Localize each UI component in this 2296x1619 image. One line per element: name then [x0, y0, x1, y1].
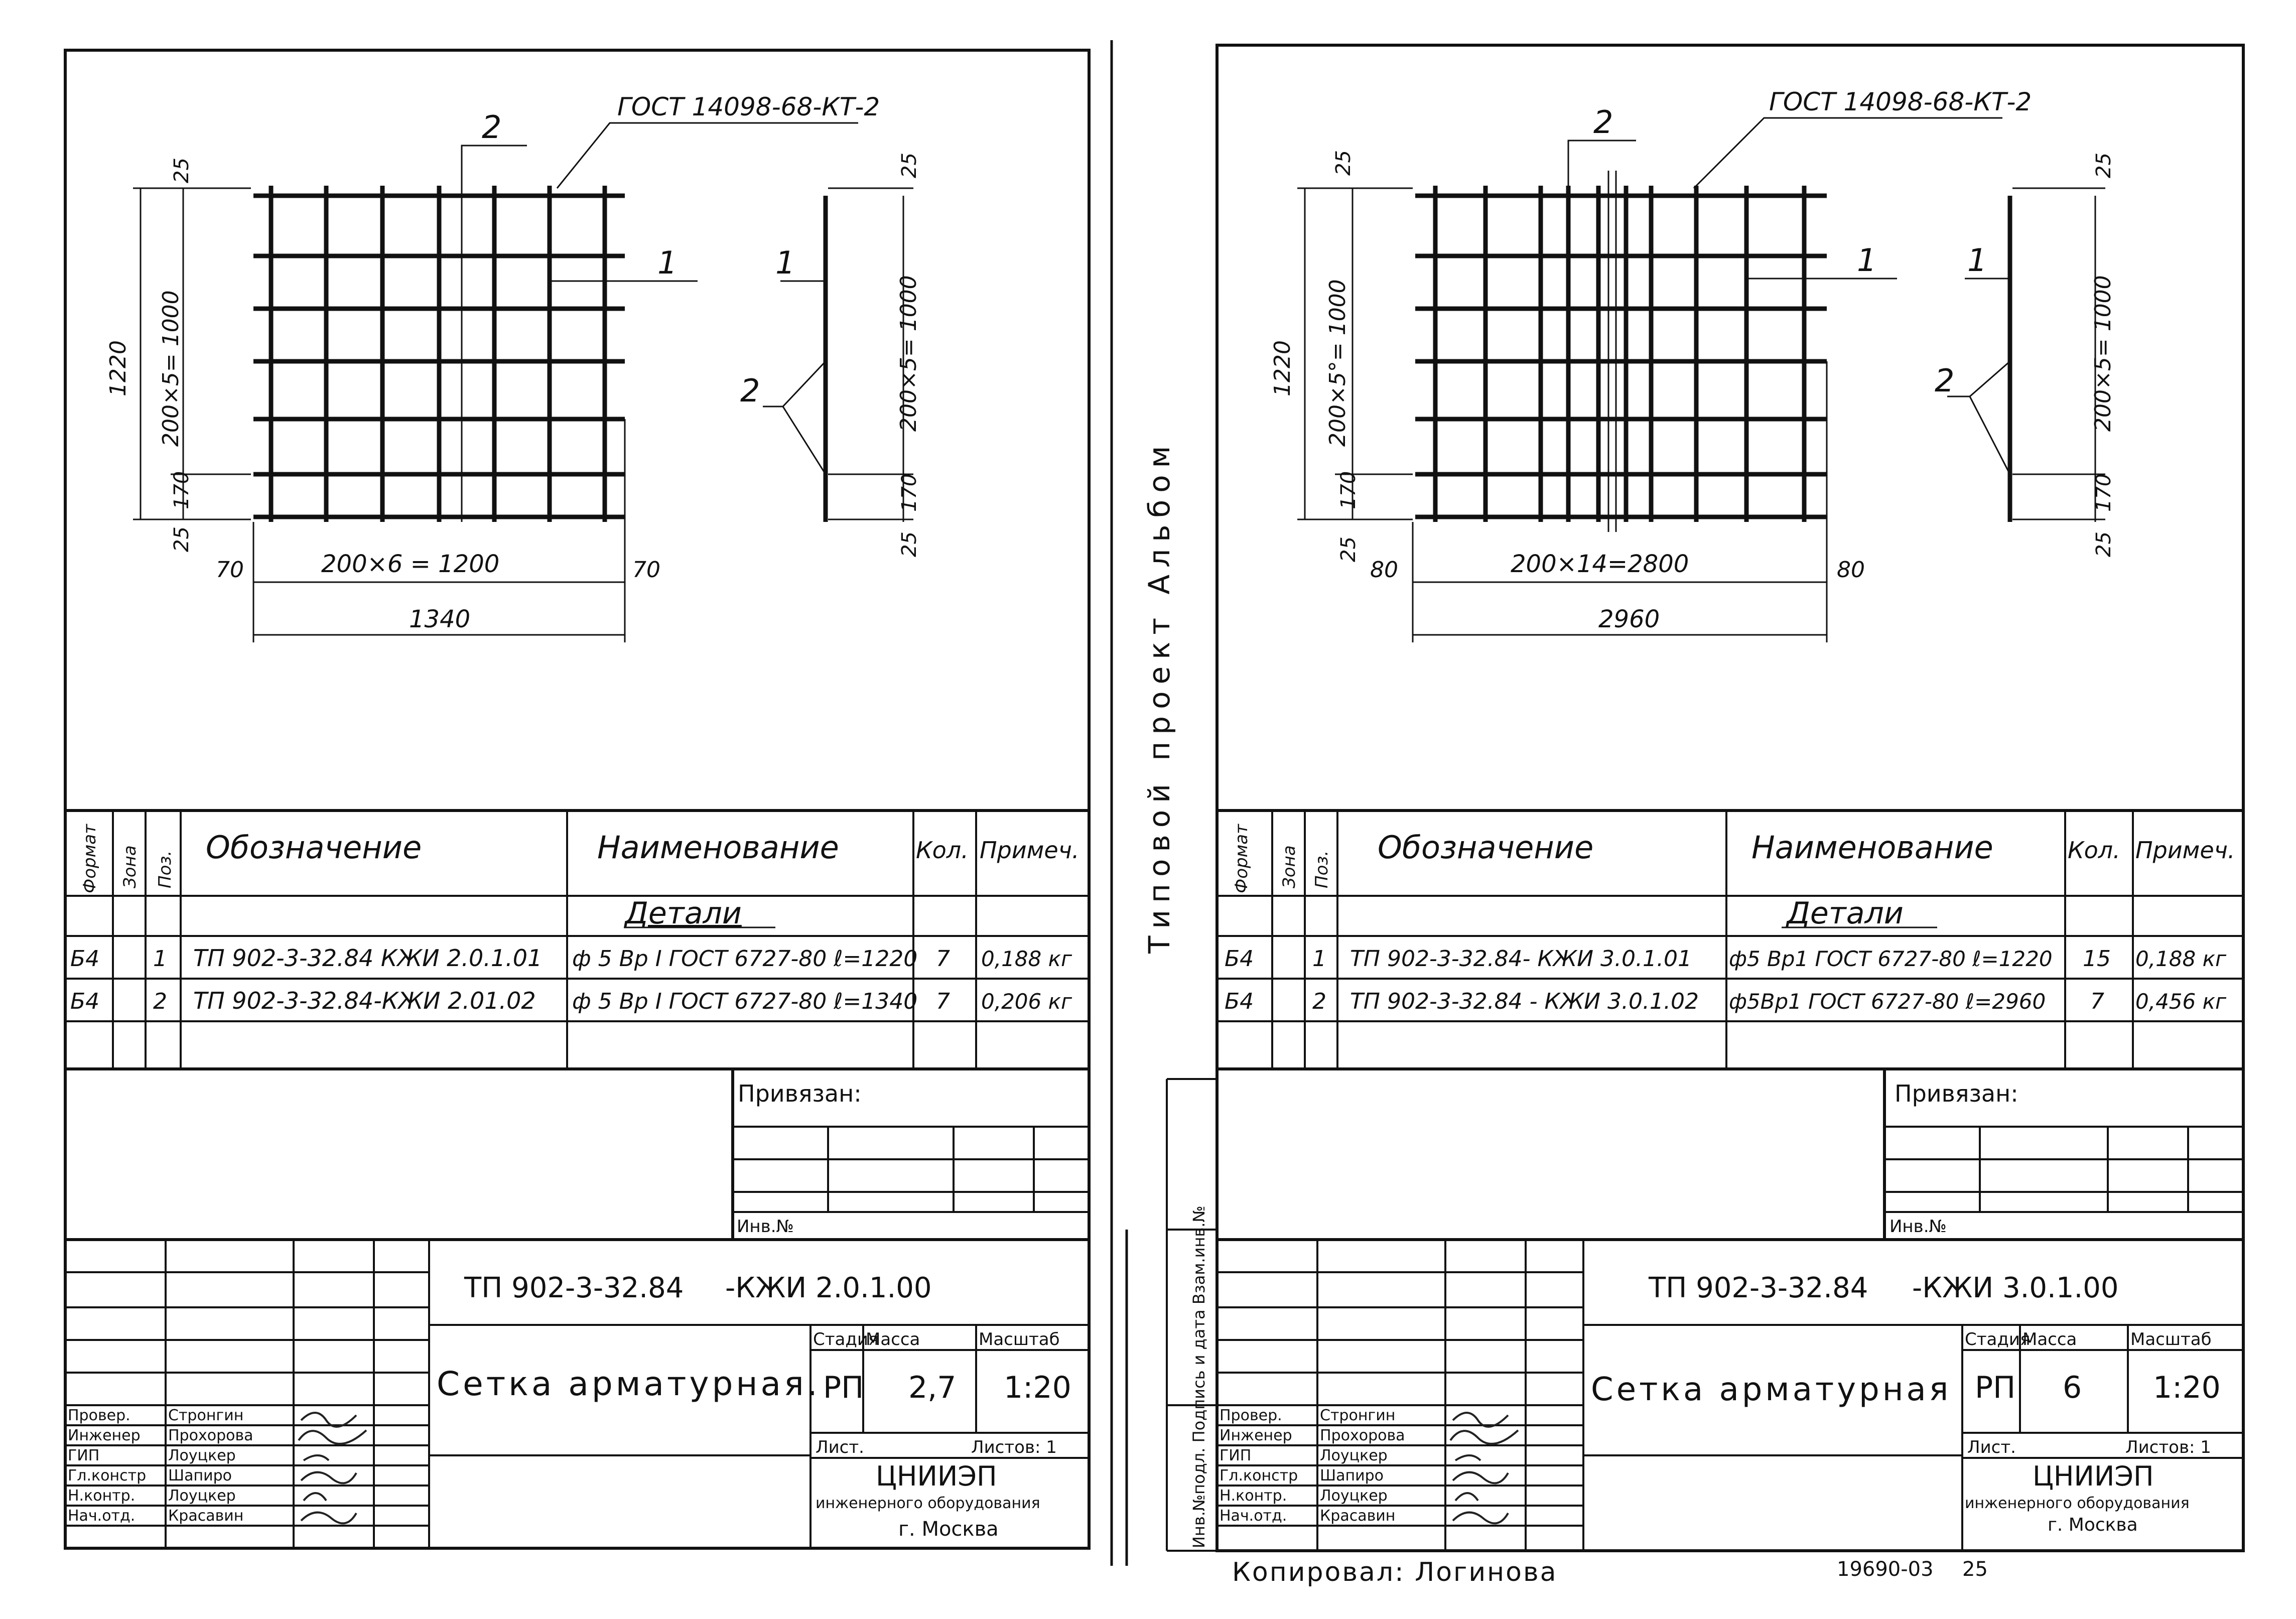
left-head-format: Формат	[80, 824, 100, 893]
right-side-170: 170	[2092, 473, 2115, 512]
left-staff-name-4: Лоуцкер	[168, 1487, 236, 1505]
right-dim-2960: 2960	[1598, 605, 1660, 633]
left-r2-note: 0,206 кг	[981, 989, 1072, 1014]
right-inv: Инв.№	[1889, 1217, 1947, 1237]
left-staff-name-1: Прохорова	[168, 1427, 253, 1444]
left-code: ТП 902-3-32.84	[464, 1272, 684, 1304]
right-org2: инженерного оборудования	[1965, 1495, 2190, 1512]
left-code-suffix: -КЖИ 2.0.1.00	[725, 1272, 932, 1304]
left-head-qty: Кол.	[916, 837, 969, 864]
left-side-section	[763, 188, 913, 522]
left-staff-role-4: Н.контр.	[68, 1487, 136, 1505]
right-r2-note: 0,456 кг	[2135, 989, 2227, 1014]
right-code-suffix: -КЖИ 3.0.1.00	[1912, 1272, 2119, 1304]
right-staff-role-1: Инженер	[1220, 1427, 1292, 1444]
right-r2-format: Б4	[1225, 989, 1254, 1014]
right-staff-role-0: Провер.	[1220, 1407, 1282, 1424]
left-staff-name-5: Красавин	[168, 1507, 244, 1525]
left-r2-format: Б4	[70, 989, 100, 1014]
left-side-pos2: 2	[740, 372, 760, 409]
left-dim-170: 170	[170, 471, 193, 509]
left-staff-role-3: Гл.констр	[68, 1467, 147, 1485]
left-r1-note: 0,188 кг	[981, 947, 1072, 971]
left-r1-designation: ТП 902-3-32.84 КЖИ 2.0.1.01	[193, 945, 543, 972]
right-r2-designation: ТП 902-3-32.84 - КЖИ 3.0.1.02	[1350, 989, 1699, 1014]
right-side-25: 25	[2092, 531, 2115, 557]
right-head-designation: Обозначение	[1378, 829, 1594, 866]
left-side-vertical: 200×5= 1000	[896, 275, 921, 432]
footer-page: 25	[1962, 1558, 1988, 1581]
left-scale: 1:20	[1004, 1370, 1071, 1405]
left-r1-qty: 7	[936, 946, 950, 972]
right-side-section	[1947, 188, 2105, 522]
right-staff-name-3: Шапиро	[1320, 1467, 1384, 1485]
left-dim-top: 25	[170, 158, 193, 183]
left-mass-label: Масса	[866, 1329, 920, 1350]
right-sheet-label: Лист.	[1967, 1437, 2016, 1457]
left-sheet-label: Лист.	[816, 1437, 864, 1457]
right-gost-label: ГОСТ 14098-68-КТ-2	[1769, 87, 2032, 116]
left-org: ЦНИИЭП	[876, 1460, 997, 1492]
left-privyazan: Привязан:	[738, 1080, 862, 1107]
left-inv: Инв.№	[737, 1217, 794, 1237]
left-dim-vertical: 200×5= 1000	[158, 290, 184, 447]
right-head-zone: Зона	[1279, 845, 1299, 888]
right-staff-role-3: Гл.констр	[1220, 1467, 1298, 1485]
left-mass: 2,7	[908, 1370, 957, 1405]
left-scale-label: Масштаб	[979, 1329, 1060, 1350]
right-pos1-label: 1	[1857, 242, 1877, 279]
right-staff-name-4: Лоуцкер	[1320, 1487, 1388, 1505]
right-mass: 6	[2063, 1370, 2082, 1405]
left-r1-name: ф 5 Вр І ГОСТ 6727-80 ℓ=1220	[572, 946, 918, 972]
left-sheets-label: Листов: 1	[971, 1437, 1057, 1457]
left-head-zone: Зона	[120, 845, 140, 888]
right-r1-pos: 1	[1312, 946, 1326, 972]
left-staff-role-0: Провер.	[68, 1407, 130, 1424]
left-dim-70-right: 70	[632, 557, 660, 583]
side-stamp: Инв.№подл. Подпись и дата Взам.инв.№	[1189, 1205, 1208, 1548]
right-r1-qty: 15	[2083, 946, 2111, 972]
left-staff-name-2: Лоуцкер	[168, 1447, 236, 1464]
left-head-designation: Обозначение	[206, 829, 422, 866]
left-staff-role-2: ГИП	[68, 1447, 100, 1464]
left-head-note: Примеч.	[980, 837, 1079, 864]
left-side-25: 25	[898, 531, 921, 557]
left-dim-1220: 1220	[105, 340, 131, 396]
left-pos2-label: 2	[482, 109, 502, 146]
left-head-pos: Поз.	[155, 850, 175, 888]
right-scale-label: Масштаб	[2130, 1329, 2212, 1350]
right-dim-vertical: 200×5°= 1000	[1325, 279, 1350, 447]
right-stage-label: Стадия	[1965, 1329, 2031, 1350]
right-pos2-label: 2	[1593, 104, 1613, 141]
right-dim-80-right: 80	[1837, 557, 1865, 583]
right-dim-1220: 1220	[1270, 340, 1295, 396]
left-head-name: Наименование	[597, 829, 839, 866]
right-head-qty: Кол.	[2068, 837, 2120, 864]
left-signatures	[299, 1413, 366, 1523]
right-code: ТП 902-3-32.84	[1649, 1272, 1868, 1304]
right-head-name: Наименование	[1751, 829, 1993, 866]
right-section-details: Детали	[1787, 896, 1904, 931]
right-org: ЦНИИЭП	[2033, 1460, 2154, 1492]
left-staff-name-0: Стронгин	[168, 1407, 244, 1424]
left-gost-label: ГОСТ 14098-68-КТ-2	[617, 92, 880, 121]
right-side-pos1: 1	[1967, 242, 1987, 279]
right-mass-label: Масса	[2022, 1329, 2077, 1350]
left-r1-pos: 1	[153, 946, 167, 972]
left-r2-name: ф 5 Вр І ГОСТ 6727-80 ℓ=1340	[572, 989, 918, 1014]
left-dim-70-left: 70	[216, 557, 244, 583]
right-privyazan: Привязан:	[1895, 1080, 2018, 1107]
left-r2-qty: 7	[936, 989, 950, 1014]
right-r2-qty: 7	[2090, 989, 2104, 1014]
left-dim-1340: 1340	[409, 605, 471, 633]
right-dim-bottom-25: 25	[1337, 536, 1360, 562]
right-r1-designation: ТП 902-3-32.84- КЖИ 3.0.1.01	[1350, 946, 1692, 972]
right-r2-pos: 2	[1312, 989, 1326, 1014]
left-staff-role-1: Инженер	[68, 1427, 141, 1444]
right-title: Сетка арматурная	[1591, 1371, 1952, 1408]
right-staff-role-5: Нач.отд.	[1220, 1507, 1287, 1525]
left-org3: г. Москва	[898, 1518, 999, 1541]
left-sheet	[65, 50, 1089, 1548]
right-head-format: Формат	[1232, 824, 1252, 893]
left-staff-name-3: Шапиро	[168, 1467, 232, 1485]
right-staff-name-0: Стронгин	[1320, 1407, 1396, 1424]
copied-by: Копировал: Логинова	[1232, 1557, 1558, 1587]
right-r1-note: 0,188 кг	[2135, 947, 2227, 971]
right-staff-name-2: Лоуцкер	[1320, 1447, 1388, 1464]
left-pos1-label: 1	[657, 244, 678, 281]
right-stage: РП	[1975, 1370, 2016, 1405]
right-staff-role-2: ГИП	[1220, 1447, 1252, 1464]
right-side-vertical: 200×5= 1000	[2090, 275, 2116, 432]
right-staff-name-5: Красавин	[1320, 1507, 1396, 1525]
right-dim-horizontal: 200×14=2800	[1511, 550, 1689, 578]
right-head-note: Примеч.	[2135, 837, 2235, 864]
right-r1-format: Б4	[1225, 946, 1254, 972]
right-scale: 1:20	[2153, 1370, 2221, 1405]
right-sheets-label: Листов: 1	[2125, 1437, 2211, 1457]
left-title: Сетка арматурная.	[437, 1365, 821, 1403]
right-signatures	[1450, 1413, 1518, 1523]
right-r2-name: ф5Вр1 ГОСТ 6727-80 ℓ=2960	[1729, 989, 2046, 1014]
right-sheet	[1142, 45, 2243, 1587]
left-dim-horizontal: 200×6 = 1200	[321, 550, 500, 578]
right-side-top: 25	[2092, 153, 2115, 178]
right-dim-80-left: 80	[1370, 557, 1398, 583]
right-side-pos2: 2	[1935, 362, 1955, 399]
right-r1-name: ф5 Вр1 ГОСТ 6727-80 ℓ=1220	[1729, 947, 2053, 971]
album-vertical: Типовой проект Альбом	[1142, 439, 1176, 954]
left-side-170: 170	[898, 473, 921, 512]
left-dim-bottom-25: 25	[170, 526, 193, 552]
left-stage: РП	[823, 1370, 864, 1405]
left-r2-pos: 2	[153, 989, 167, 1014]
right-dim-top: 25	[1332, 150, 1355, 176]
right-staff-role-4: Н.контр.	[1220, 1487, 1287, 1505]
left-staff-role-5: Нач.отд.	[68, 1507, 136, 1525]
left-frame	[65, 50, 1089, 1548]
left-stage-label: Стадия	[813, 1329, 879, 1350]
left-r1-format: Б4	[70, 946, 100, 972]
right-head-pos: Поз.	[1312, 850, 1332, 888]
left-side-pos1: 1	[775, 244, 795, 281]
left-side-top: 25	[898, 153, 921, 178]
right-dim-170: 170	[1337, 471, 1360, 509]
right-staff-name-1: Прохорова	[1320, 1427, 1405, 1444]
left-section-details: Детали	[625, 896, 742, 931]
left-org2: инженерного оборудования	[816, 1495, 1040, 1512]
left-r2-designation: ТП 902-3-32.84-КЖИ 2.01.02	[193, 987, 536, 1014]
footer-code: 19690-03	[1837, 1558, 1934, 1581]
right-org3: г. Москва	[2048, 1515, 2138, 1535]
